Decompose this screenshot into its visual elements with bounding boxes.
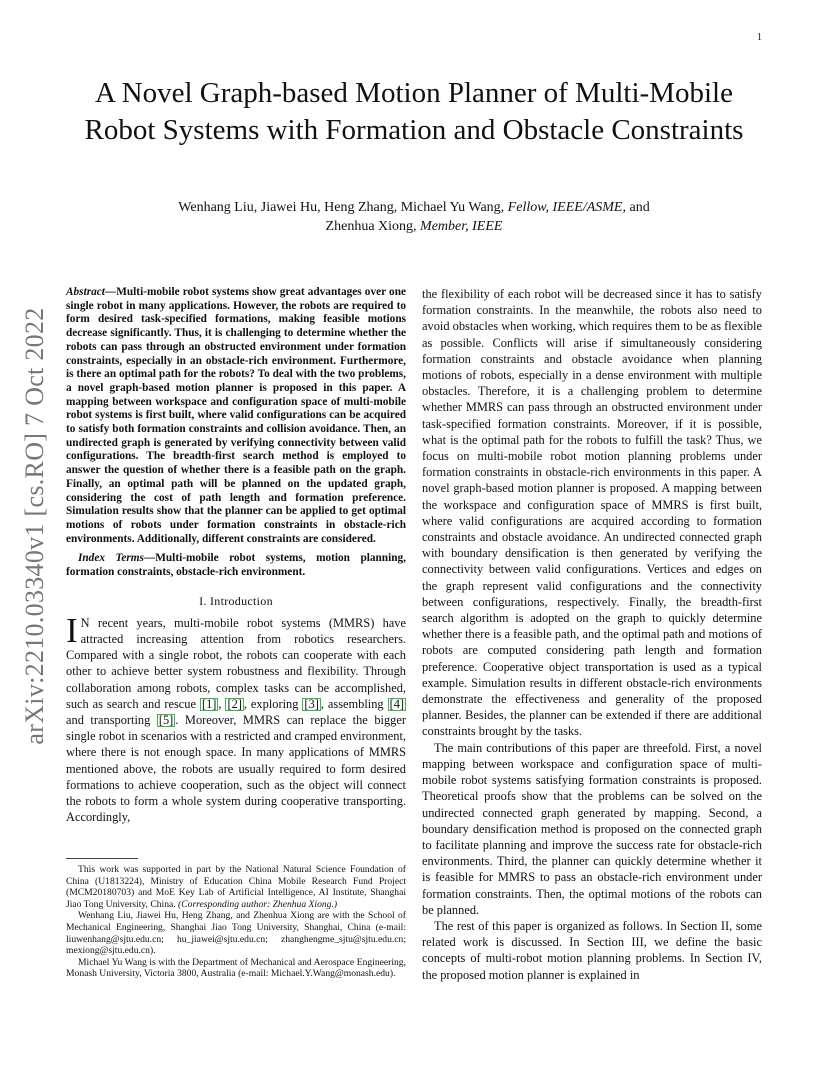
citation-link[interactable]: [3]	[304, 696, 319, 711]
body-paragraph: The rest of this paper is organized as follows. In Section II, some related work is discussed. In Section III, we define the basic concepts of multi-robot motion planning problems. In Section IV, the proposed motion planner is explained in	[422, 918, 762, 982]
author-last-name: Zhenhua Xiong,	[325, 219, 417, 234]
body-paragraph: the flexibility of each robot will be decreased since it has to satisfy formation constraints. In the meanwhile, the robots also need to avoid obstacles when working, which requires them to be as flexible as possible. Conflicts will arise if simultaneously considering formation constraints and obstacle avoidance when planning motions of robots, especially in a dense environment with multiple obstacles. Therefore, it is a challenging problem to determine whether MMRS can pass through an obstructed environment under task-specified formation constraints. Moreover, if it is possible, what is the optimal path for the robots to fulfill the task? Thus, we focus on multi-mobile robot motion planning problems under formation constraints in obstacle-rich environments in this paper. A novel graph-based motion planner is proposed. A mapping between the workspace and configuration space of MMRS is first built, where valid configurations are acquired according to formation constraints and obstacle avoidance. An undirected connected graph with boundary densification is then generated by verifying the connectivity between valid configurations. Vertices and edges on the graph represent valid configurations and the connectivity between configurations, respectively. Finally, the breadth-first search algorithm is adopted on the graph to quickly determine whether there is a feasible path, and the optimal path and motions of robots are computed considering path length and formation preference. Cooperative object transportation is used as a typical example. Simulation results in different obstacle-rich environments demonstrate the effectiveness and generality of the proposed planner. Besides, the planner can be extended if there are additional constraints brought by the tasks.	[422, 287, 762, 739]
intro-text-part: N recent years, multi-mobile robot systems (MMRS) have attracted increasing attention from robotics researchers. Compared with a single robot, the robots can cooperate with each other to achieve better system robustness and flexibility. Through collaboration among robots, complex tasks can be accomplished, such as search and rescue	[66, 615, 406, 711]
index-terms-text: Multi-mobile robot systems, motion planning, formation constraints, obstacle-rich environment.	[66, 552, 406, 579]
intro-text-part: and transporting	[66, 712, 157, 727]
intro-text-part: . Moreover, MMRS can replace the bigger single robot in scenarios with a restricted and cramped environment, where there is not enough space. In many applications of MMRS mentioned above, the robots are usually required to form desired formations to achieve cooperation, such as the object will connect the robots to form a whole system during cooperative transporting. Accordingly,	[66, 712, 406, 825]
footnote-corresponding-author: (Corresponding author: Zhenhua Xiong.)	[178, 898, 338, 910]
intro-text-part: , assembling	[320, 696, 388, 711]
drop-cap: I	[66, 610, 78, 650]
author-affiliation-fellow: Fellow, IEEE/ASME,	[507, 200, 626, 215]
index-terms	[66, 552, 406, 579]
citation-link[interactable]: [1]	[201, 696, 217, 711]
author-affiliation-member: Member, IEEE	[420, 219, 503, 234]
footnote-funding-text: This work was supported in part by the National Natural Science Foundation of China (U1813224), Ministry of Education China Mobile Research Fund Project (MCM20180703) and MoE Key Lab of Artificial Intelligence, AI Institute, Shanghai Jiao Tong University, China.	[66, 864, 406, 910]
author-list	[80, 198, 748, 236]
footnote-affiliation-sjtu: Wenhang Liu, Jiawei Hu, Heng Zhang, and Zhenhua Xiong are with the School of Mechanical Engineering, Shanghai Jiao Tong University, Shanghai, China (e-mail: liuwenhang@sjtu.edu.cn; hu_jiawei@sjtu.edu.cn; zhanghengme_sjtu@sjtu.edu.cn; mexiong@sjtu.edu.cn).	[66, 910, 406, 957]
author-names: Wenhang Liu, Jiawei Hu, Heng Zhang, Michael Yu Wang,	[178, 200, 505, 215]
intro-paragraph	[66, 610, 406, 826]
footnote-rule	[66, 858, 138, 859]
abstract-label: Abstract—	[66, 286, 117, 298]
footnote-affiliation-monash: Michael Yu Wang is with the Department of Mechanical and Aerospace Engineering, Monash University, Victoria 3800, Australia (e-mail: Michael.Y.Wang@monash.edu).	[66, 956, 406, 980]
section-heading: I. Introduction	[199, 593, 273, 608]
paper-title: A Novel Graph-based Motion Planner of Multi-Mobile Robot Systems with Formation and Obstacle Constraints	[84, 77, 744, 146]
intro-text-part: , exploring	[243, 696, 303, 711]
arxiv-identifier-text: arXiv:2210.03340v1 [cs.RO] 7 Oct 2022	[20, 307, 49, 745]
footnote-funding	[66, 864, 406, 910]
body-paragraph: The main contributions of this paper are threefold. First, a novel mapping between workspace and configuration space of multi-mobile robot systems satisfying formation constraints is proposed. Theoretical proofs show that the problems can be solved on the undirected connected graph generated by mapping. Second, a boundary densification method is proposed on the connected graph to facilitate planning and improve the success rate for obstacle-rich environments. Third, the planner can quickly determine whether it is feasible for MMRS to pass an obstacle-rich environment under formation constraints. Then, the optimal motions of the robots can be planned.	[422, 740, 762, 917]
citation-link[interactable]: [4]	[389, 696, 405, 711]
author-conjunction: and	[629, 200, 650, 215]
left-column	[66, 286, 406, 825]
page-number: 1	[757, 32, 762, 43]
abstract	[66, 286, 406, 546]
citation-link[interactable]: [5]	[158, 712, 174, 727]
footnotes	[66, 864, 406, 980]
arxiv-identifier-stamp[interactable]	[8, 293, 62, 759]
index-terms-label: Index Terms—	[78, 552, 156, 565]
citation-link[interactable]: [2]	[227, 696, 242, 711]
abstract-text: Multi-mobile robot systems show great advantages over one single robot in many applications. However, the robots are required to form desired task-specified formations, making feasible motions decrease significantly. Thus, it is challenging to determine whether the robots can pass through an obstructed environment under formation constraints, especially in an obstacle-rich environment. Furthermore, is there an optimal path for the robots? To deal with the two problems, a novel graph-based motion planner is proposed in this paper. A mapping between workspace and configuration space of multi-mobile robot systems is first built, where valid configurations can be acquired to satisfy both formation constraints and collision avoidance. Then, an undirected graph is generated by verifying connectivity between valid configurations. The breadth-first search method is employed to answer the question of whether there is a feasible path on the graph. Finally, an optimal path will be planned on the updated graph, considering the cost of path length and formation preference. Simulation results show that the planner can be applied to get optimal motions of robots under formation constraints in obstacle-rich environments. Additionally, different constraints are considered.	[66, 286, 406, 545]
intro-text-part: ,	[218, 696, 226, 711]
right-column	[422, 286, 762, 983]
